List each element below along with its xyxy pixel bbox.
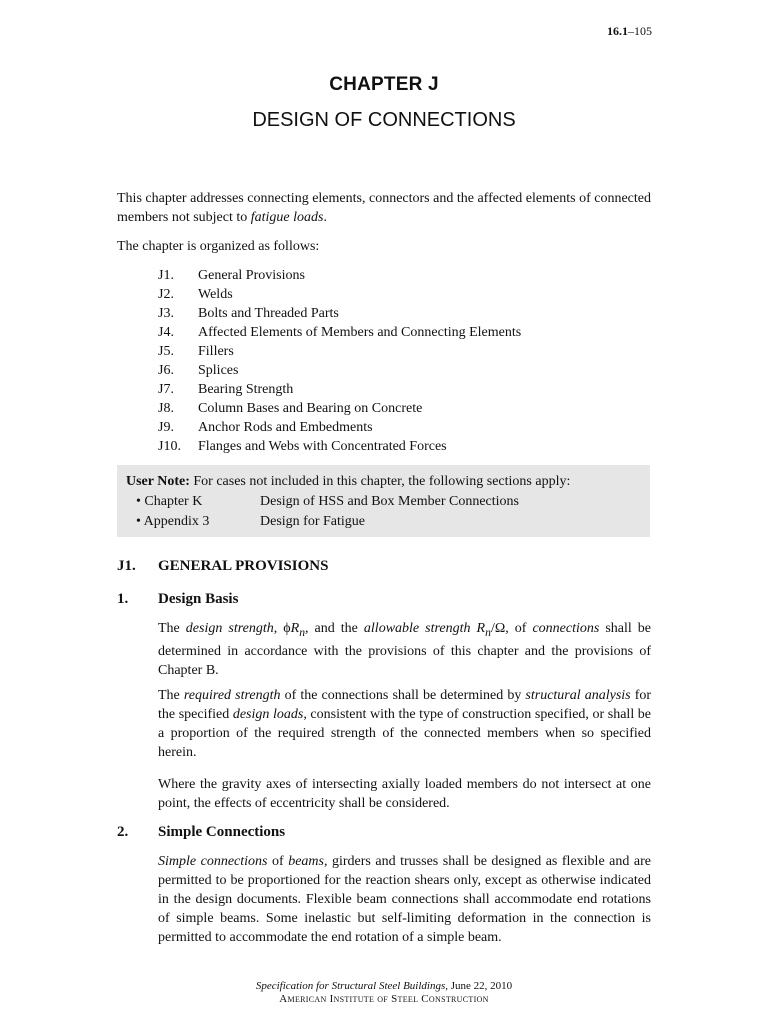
list-item-number: J1.: [158, 268, 174, 283]
list-item: [158, 304, 618, 323]
list-item-number: J9.: [158, 420, 174, 435]
list-item-number: J2.: [158, 287, 174, 302]
text-run: of the connections shall be determined by: [280, 688, 526, 703]
list-item-title: Affected Elements of Members and Connecting Elements: [198, 325, 522, 340]
user-note-ref: • Appendix 3: [136, 514, 210, 529]
user-note-desc: Design for Fatigue: [260, 514, 365, 529]
design-basis-paragraph-2: [158, 686, 651, 762]
italic-term: design loads: [232, 707, 304, 722]
subsection-title: Simple Connections: [158, 824, 286, 840]
list-item-number: J3.: [158, 306, 174, 321]
user-note-label: User Note:: [126, 474, 190, 489]
list-item-number: J7.: [158, 382, 174, 397]
italic-term: design strength: [185, 621, 274, 636]
subsection-number: 1.: [117, 591, 129, 607]
design-basis-paragraph-1: [158, 619, 651, 680]
text-run: , girders and trusses shall be designed as flexible and are permitted to be proportioned for the reaction shears only, except as otherwise indicated in the design documents. Flexible beam connections shall accommodate end rotations of simple beams. Some inelastic but self-limiting deformation in the connection is permitted to accommodate the end rotation of a simple beam.: [158, 854, 651, 945]
list-item: [158, 380, 618, 399]
italic-term: structural analysis: [525, 688, 631, 703]
intro-text: This chapter addresses connecting elements, connectors and the affected elements of connected members not subject to: [117, 191, 651, 225]
footer-date: June 22, 2010: [448, 980, 513, 992]
list-item: [158, 266, 618, 285]
intro-italic: fatigue loads: [250, 210, 324, 225]
list-item-title: Column Bases and Bearing on Concrete: [198, 401, 423, 416]
page-number-bold: 16.1: [607, 24, 628, 38]
subsection-heading-design-basis: [117, 591, 238, 608]
list-item-title: Bearing Strength: [198, 382, 294, 397]
organized-text: The chapter is organized as follows:: [117, 239, 320, 254]
subsection-number: 2.: [117, 824, 129, 840]
list-item-title: Fillers: [198, 344, 234, 359]
page-number-rest: –105: [628, 24, 652, 38]
subsection-heading-simple-connections: [117, 824, 285, 841]
footer-title: Specification for Structural Steel Buildings,: [255, 980, 448, 992]
footer-line-1: [0, 980, 768, 993]
list-item-title: Anchor Rods and Embedments: [198, 420, 373, 435]
user-note-box: [117, 465, 650, 537]
italic-term: beams: [288, 854, 324, 869]
section-title: GENERAL PROVISIONS: [158, 558, 329, 574]
italic-symbol: R: [290, 621, 300, 636]
list-item-title: Flanges and Webs with Concentrated Forces: [198, 439, 447, 454]
text-run: , consistent with the type of construction specified, or shall be a proportion of the required strength of the connected members when so specified herein.: [158, 707, 652, 760]
list-item-title: General Provisions: [198, 268, 305, 283]
text-run: shall be determined in accordance with the provisions of this chapter and the provisions of Chapter B.: [158, 621, 652, 678]
user-note-text: For cases not included in this chapter, the following sections apply:: [189, 474, 571, 489]
user-note-item: [126, 512, 650, 532]
user-note-heading: [126, 472, 650, 492]
page-number: [590, 24, 652, 39]
list-item-title: Welds: [198, 287, 233, 302]
text-run: , and the: [305, 621, 364, 636]
text-run: , ϕ: [273, 621, 291, 636]
chapter-contents-list: [158, 266, 618, 456]
list-item: [158, 323, 618, 342]
list-item-title: Bolts and Threaded Parts: [198, 306, 339, 321]
simple-connections-paragraph: [158, 852, 651, 947]
list-item-title: Splices: [198, 363, 239, 378]
italic-term: allowable strength R: [363, 621, 486, 636]
list-item-number: J4.: [158, 325, 174, 340]
list-item: [158, 437, 618, 456]
list-item-number: J5.: [158, 344, 174, 359]
page-footer: [0, 980, 768, 1006]
list-item: [158, 285, 618, 304]
list-item-number: J6.: [158, 363, 174, 378]
user-note-ref: • Chapter K: [136, 494, 203, 509]
text-run: , of: [505, 621, 533, 636]
list-item: [158, 399, 618, 418]
user-note-item: [126, 492, 650, 512]
text-run: The: [158, 688, 184, 703]
chapter-title: CHAPTER J: [329, 74, 439, 95]
list-item: [158, 361, 618, 380]
italic-term: required strength: [183, 688, 281, 703]
list-item: [158, 418, 618, 437]
list-item-number: J8.: [158, 401, 174, 416]
text-run: The: [158, 621, 186, 636]
design-basis-paragraph-3: Where the gravity axes of intersecting axially loaded members do not intersect at one point, the effects of eccentricity shall be considered.: [158, 777, 651, 811]
subscript: n: [485, 625, 491, 639]
section-number: J1.: [117, 558, 136, 574]
footer-organization: American Institute of Steel Construction: [279, 993, 489, 1005]
italic-term: connections: [532, 621, 600, 636]
intro-paragraph: [117, 189, 651, 227]
italic-term: Simple connections: [158, 854, 268, 869]
list-item-number: J10.: [158, 439, 181, 454]
subscript: n: [299, 625, 306, 639]
chapter-subtitle: DESIGN OF CONNECTIONS: [252, 109, 516, 131]
text-run: /Ω: [490, 621, 506, 636]
user-note-desc: Design of HSS and Box Member Connections: [260, 494, 519, 509]
section-heading-j1: [117, 558, 328, 575]
text-run: of: [267, 854, 289, 869]
text-run: for the specified: [158, 688, 652, 722]
subsection-title: Design Basis: [158, 591, 239, 607]
list-item: [158, 342, 618, 361]
intro-end: .: [323, 210, 327, 225]
